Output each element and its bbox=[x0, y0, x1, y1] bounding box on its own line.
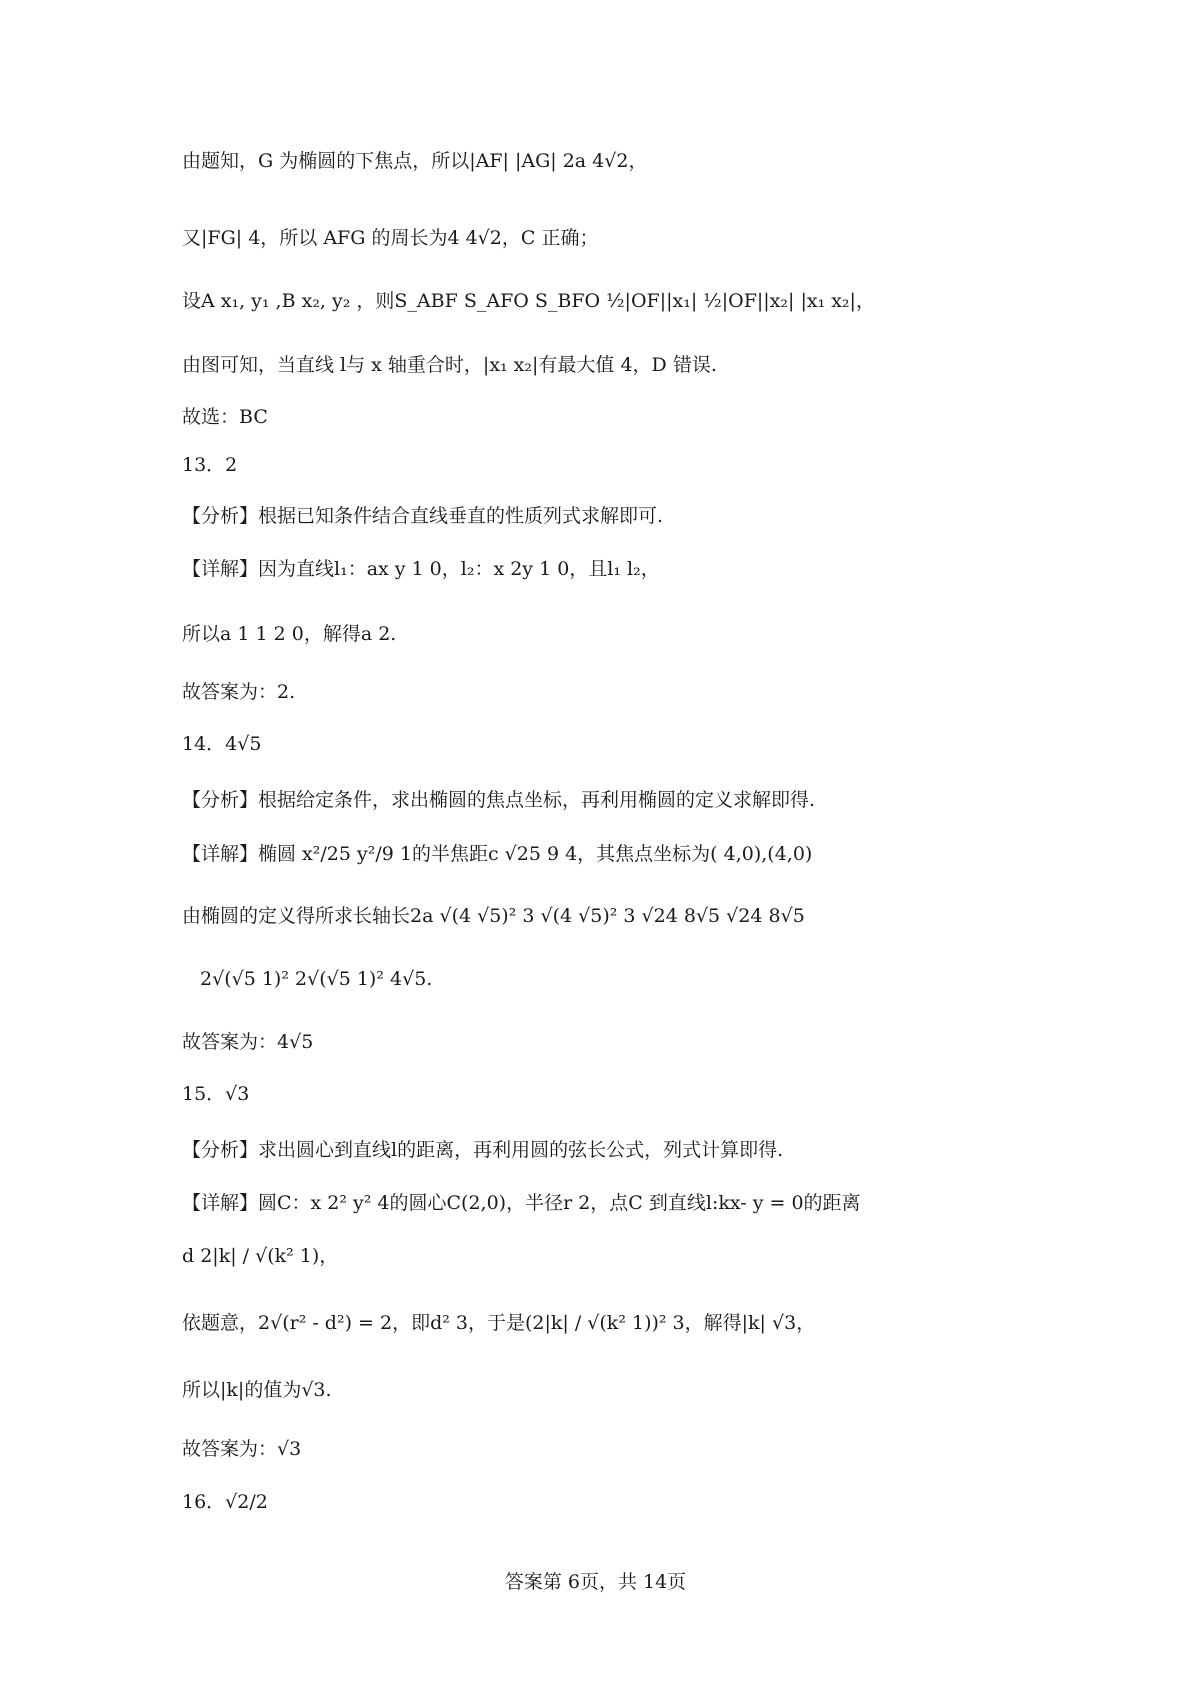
text-line: 16．√2/2 bbox=[182, 1491, 268, 1513]
text-line: 所以a 1 1 2 0，解得a 2. bbox=[182, 623, 397, 645]
text-line: 2√(√5 1)² 2√(√5 1)² 4√5. bbox=[200, 968, 433, 990]
text-line: 14．4√5 bbox=[182, 733, 262, 755]
text-line: 由椭圆的定义得所求长轴长2a √(4 √5)² 3 √(4 √5)² 3 √24 8√5 √24 8√5 bbox=[182, 905, 805, 927]
text-line: 依题意，2√(r² - d²) = 2，即d² 3，于是(2|k| / √(k² 1))² 3，解得|k| √3， bbox=[182, 1312, 816, 1334]
text-line: 设A x₁, y₁ ,B x₂, y₂ ，则S_ABF S_AFO S_BFO ½|OF||x₁| ½|OF||x₂| |x₁ x₂|， bbox=[182, 290, 875, 312]
text-line: 【分析】根据给定条件，求出椭圆的焦点坐标，再利用椭圆的定义求解即得. bbox=[182, 789, 816, 811]
text-line: 故答案为：2. bbox=[182, 681, 296, 703]
text-line: 【分析】求出圆心到直线l的距离，再利用圆的弦长公式，列式计算即得. bbox=[182, 1139, 784, 1161]
text-line: 15．√3 bbox=[182, 1083, 250, 1105]
text-line: 故答案为：√3 bbox=[182, 1438, 302, 1460]
text-line: 故答案为：4√5 bbox=[182, 1031, 314, 1053]
text-line: 由题知，G 为椭圆的下焦点，所以|AF| |AG| 2a 4√2， bbox=[182, 150, 648, 172]
text-line: 所以|k|的值为√3. bbox=[182, 1379, 332, 1401]
text-line: 【详解】椭圆 x²/25 y²/9 1的半焦距c √25 9 4，其焦点坐标为( 4,0),(4,0) bbox=[182, 843, 813, 865]
text-line: 【分析】根据已知条件结合直线垂直的性质列式求解即可. bbox=[182, 505, 664, 527]
text-line: 【详解】因为直线l₁：ax y 1 0，l₂：x 2y 1 0，且l₁ l₂， bbox=[182, 558, 660, 580]
text-line: 由图可知，当直线 l与 x 轴重合时，|x₁ x₂|有最大值 4，D 错误. bbox=[182, 354, 717, 376]
text-line: d 2|k| / √(k² 1)， bbox=[182, 1245, 339, 1267]
text-line: 又|FG| 4，所以 AFG 的周长为4 4√2，C 正确； bbox=[182, 227, 599, 249]
page-number: 答案第 6页，共 14页 bbox=[504, 1571, 687, 1593]
text-line: 故选：BC bbox=[182, 406, 268, 428]
text-line: 13．2 bbox=[182, 454, 238, 476]
text-line: 【详解】圆C：x 2² y² 4的圆心C(2,0)，半径r 2，点C 到直线l:kx- y = 0的距离 bbox=[182, 1192, 861, 1214]
